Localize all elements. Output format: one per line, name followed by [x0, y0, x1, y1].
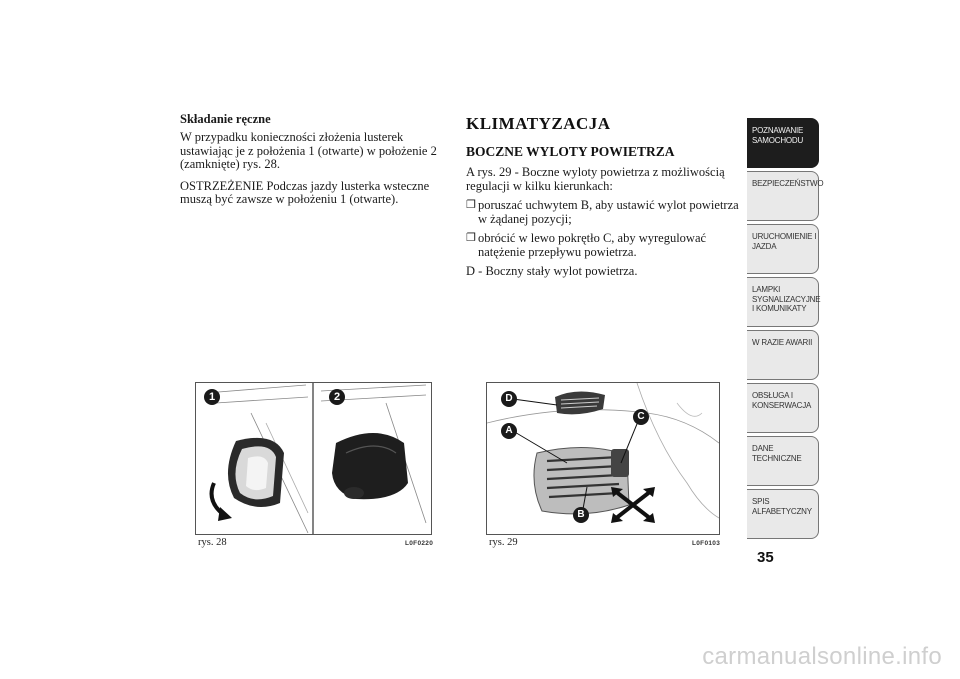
mirror-drawing: [196, 383, 431, 534]
tab-bezpieczenstwo[interactable]: BEZPIECZEŃSTWO: [747, 171, 819, 221]
vents-intro-paragraph: A rys. 29 - Boczne wyloty powietrza z możliwością regulacji w kilku kierunkach:: [466, 165, 725, 193]
tab-poznawanie-samochodu[interactable]: POZNAWANIE SAMOCHODU: [747, 118, 819, 168]
figure-28-code: L0F0220: [405, 540, 434, 547]
label-d-badge: D: [501, 391, 517, 407]
tab-obsluga-konserwacja[interactable]: OBSŁUGA I KONSERWACJA: [747, 383, 819, 433]
figure-29-caption: rys. 29: [489, 537, 518, 548]
section-heading-manual-folding: Składanie ręczne: [180, 112, 271, 126]
checkbox-bullet-icon: ❐: [466, 199, 476, 211]
figure-29-code: L0F0103: [692, 540, 721, 547]
tab-lampki-sygnalizacyjne[interactable]: LAMPKI SYGNALIZACYJNE I KOMUNIKATY: [747, 277, 819, 327]
label-2-badge: 2: [329, 389, 345, 405]
figure-28-mirror-illustration: [195, 382, 432, 535]
bullet-text: poruszać uchwytem B, aby ustawić wylot powietrza w żądanej pozycji;: [478, 198, 739, 226]
warning-paragraph: OSTRZEŻENIE Podczas jazdy lusterka wsteczne muszą być zawsze w położeniu 1 (otwarte).: [180, 178, 430, 206]
tab-dane-techniczne[interactable]: DANE TECHNICZNE: [747, 436, 819, 486]
tab-spis-alfabetyczny[interactable]: SPIS ALFABETYCZNY: [747, 489, 819, 539]
label-c-badge: C: [633, 409, 649, 425]
chapter-title: KLIMATYZACJA: [466, 114, 611, 133]
figure-29-vent-illustration: [486, 382, 720, 535]
manual-folding-paragraph: W przypadku konieczności złożenia lusterek ustawiając je z położenia 1 (otwarte) w położenie 2 (zamknięte) rys. 28.: [180, 130, 437, 171]
watermark: carmanualsonline.info: [702, 643, 942, 670]
vent-drawing: [487, 383, 719, 534]
tab-w-razie-awarii[interactable]: W RAZIE AWARII: [747, 330, 819, 380]
checkbox-bullet-icon: ❐: [466, 232, 476, 244]
bullet-item: [466, 199, 741, 226]
vents-outro-paragraph: D - Boczny stały wylot powietrza.: [466, 264, 638, 278]
label-b-badge: B: [573, 507, 589, 523]
label-a-badge: A: [501, 423, 517, 439]
chapter-tabs: [747, 118, 824, 542]
label-1-badge: 1: [204, 389, 220, 405]
figure-28-caption: rys. 28: [198, 537, 227, 548]
bullet-item: [466, 232, 741, 259]
right-column: [466, 112, 741, 285]
left-column: [180, 112, 442, 213]
section-subtitle: BOCZNE WYLOTY POWIETRZA: [466, 144, 675, 159]
tab-uruchomienie-jazda[interactable]: URUCHOMIENIE I JAZDA: [747, 224, 819, 274]
bullet-text: obrócić w lewo pokrętło C, aby wyregulować natężenie przepływu powietrza.: [478, 231, 707, 259]
page-number: 35: [757, 549, 774, 566]
